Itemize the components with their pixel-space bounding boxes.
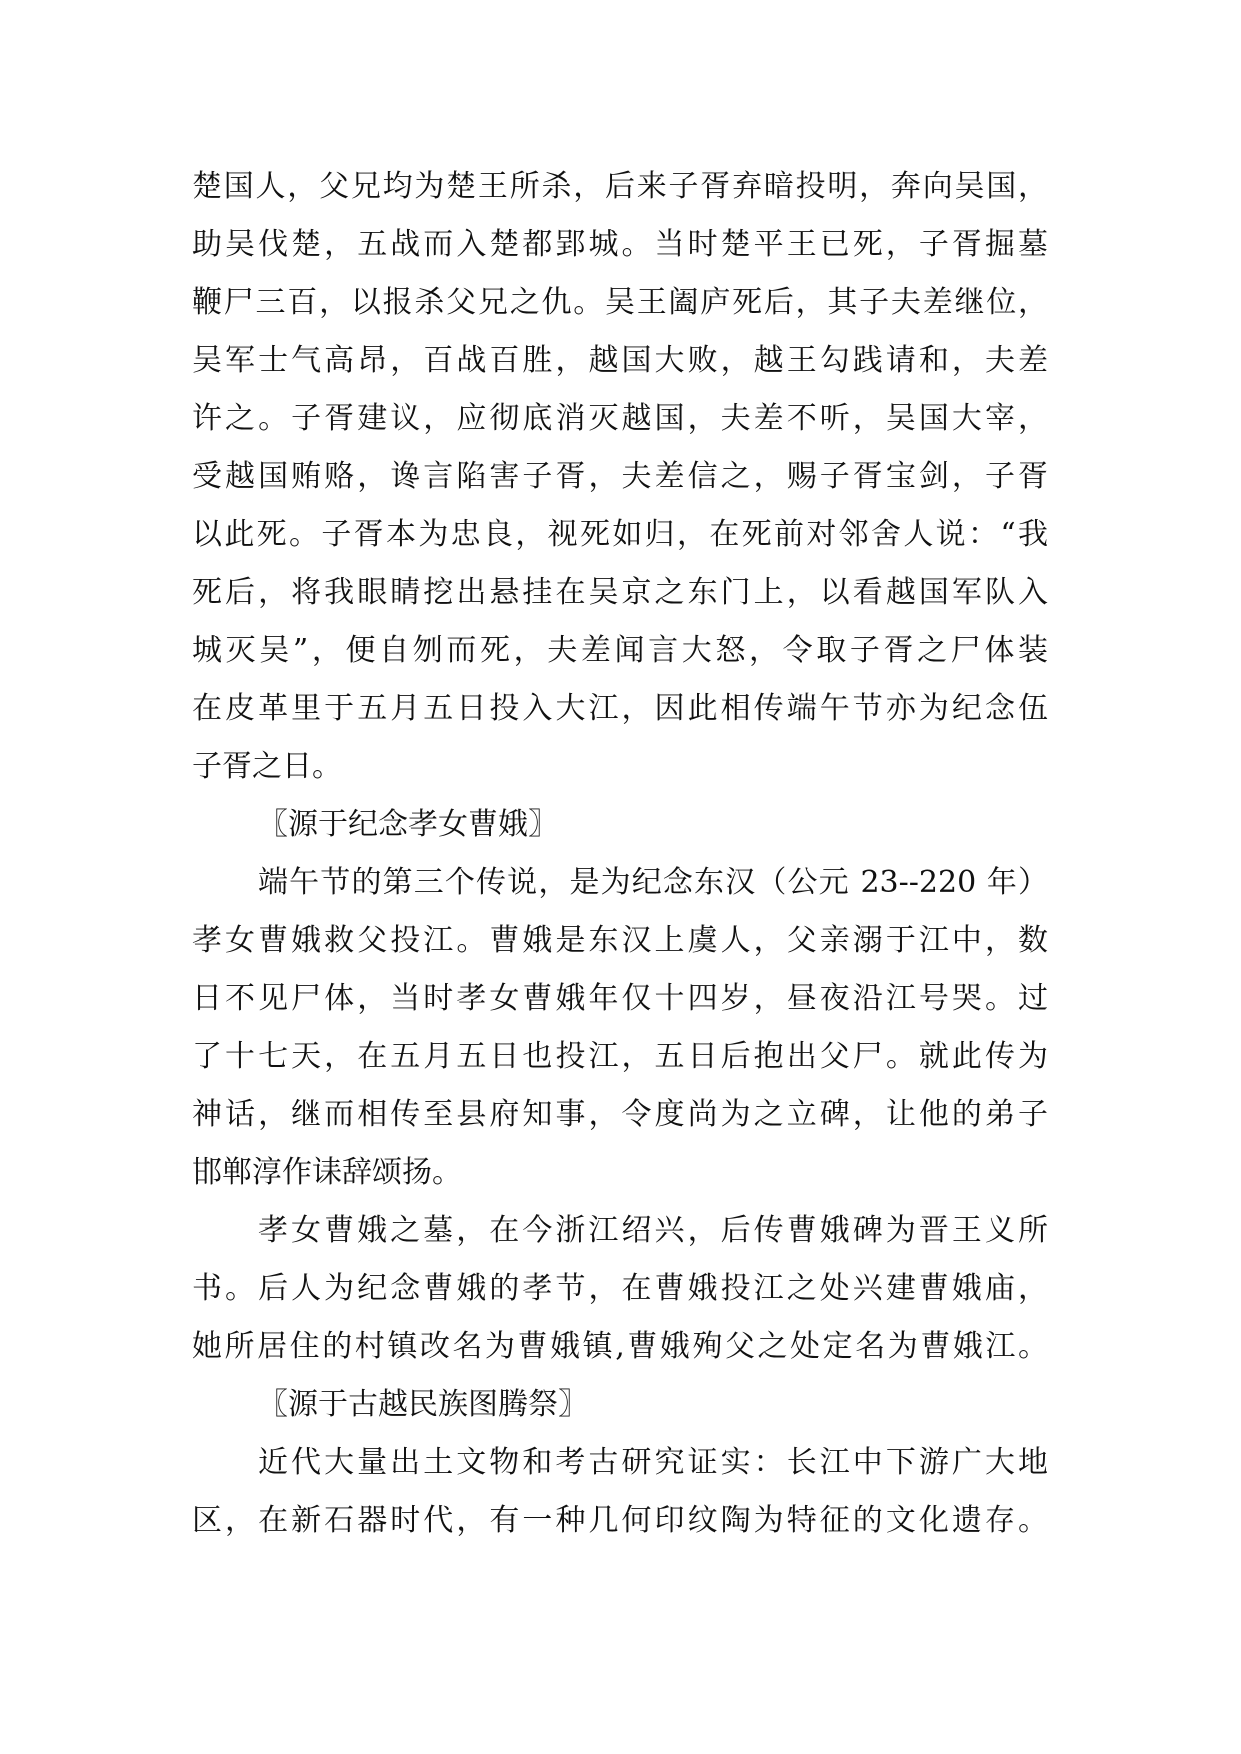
text-line: 助吴伐楚，五战而入楚都郢城。当时楚平王已死，子胥掘墓 xyxy=(192,227,1048,262)
text-line: 鞭尸三百，以报杀父兄之仇。吴王阖庐死后，其子夫差继位， xyxy=(192,285,1048,320)
text-line: 吴军士气高昂，百战百胜，越国大败，越王勾践请和，夫差 xyxy=(192,343,1048,378)
text-line: 在皮革里于五月五日投入大江，因此相传端午节亦为纪念伍 xyxy=(192,691,1048,726)
text-line: 区，在新石器时代，有一种几何印纹陶为特征的文化遗存。 xyxy=(192,1503,1048,1538)
text-line: 她所居住的村镇改名为曹娥镇,曹娥殉父之处定名为曹娥江。 xyxy=(192,1329,1048,1364)
text-line: 孝女曹娥救父投江。曹娥是东汉上虞人，父亲溺于江中，数 xyxy=(192,923,1048,958)
text-line: 书。后人为纪念曹娥的孝节，在曹娥投江之处兴建曹娥庙， xyxy=(192,1271,1048,1306)
text-line: 以此死。子胥本为忠良，视死如归，在死前对邻舍人说：“我 xyxy=(192,517,1048,552)
text-line: 许之。子胥建议，应彻底消灭越国，夫差不听，吴国大宰， xyxy=(192,401,1048,436)
text-line: 神话，继而相传至县府知事，令度尚为之立碑，让他的弟子 xyxy=(192,1097,1048,1132)
paragraph xyxy=(192,158,1048,796)
paragraph xyxy=(192,854,1048,1202)
text-line: 端午节的第三个传说，是为纪念东汉（公元 23--220 年） xyxy=(258,865,1048,900)
text-line: 了十七天，在五月五日也投江，五日后抱出父尸。就此传为 xyxy=(192,1039,1048,1074)
text-line: 死后，将我眼睛挖出悬挂在吴京之东门上，以看越国军队入 xyxy=(192,575,1048,610)
text-line: 受越国贿赂，谗言陷害子胥，夫差信之，赐子胥宝剑，子胥 xyxy=(192,459,1048,494)
paragraph xyxy=(192,1202,1048,1376)
text-line: 孝女曹娥之墓，在今浙江绍兴，后传曹娥碑为晋王义所 xyxy=(258,1213,1048,1248)
section-heading: 〖源于纪念孝女曹娥〗 xyxy=(258,807,558,842)
text-line: 邯郸淳作诔辞颂扬。 xyxy=(192,1155,462,1190)
document-body xyxy=(192,158,1048,1550)
text-line: 子胥之日。 xyxy=(192,749,342,784)
paragraph xyxy=(192,1434,1048,1550)
text-line: 楚国人，父兄均为楚王所杀，后来子胥弃暗投明，奔向吴国， xyxy=(192,169,1048,204)
section-heading: 〖源于古越民族图腾祭〗 xyxy=(258,1387,588,1422)
text-line: 近代大量出土文物和考古研究证实：长江中下游广大地 xyxy=(258,1445,1048,1480)
text-line: 日不见尸体，当时孝女曹娥年仅十四岁，昼夜沿江号哭。过 xyxy=(192,981,1048,1016)
text-line: 城灭吴”，便自刎而死，夫差闻言大怒，令取子胥之尸体装 xyxy=(192,633,1048,668)
